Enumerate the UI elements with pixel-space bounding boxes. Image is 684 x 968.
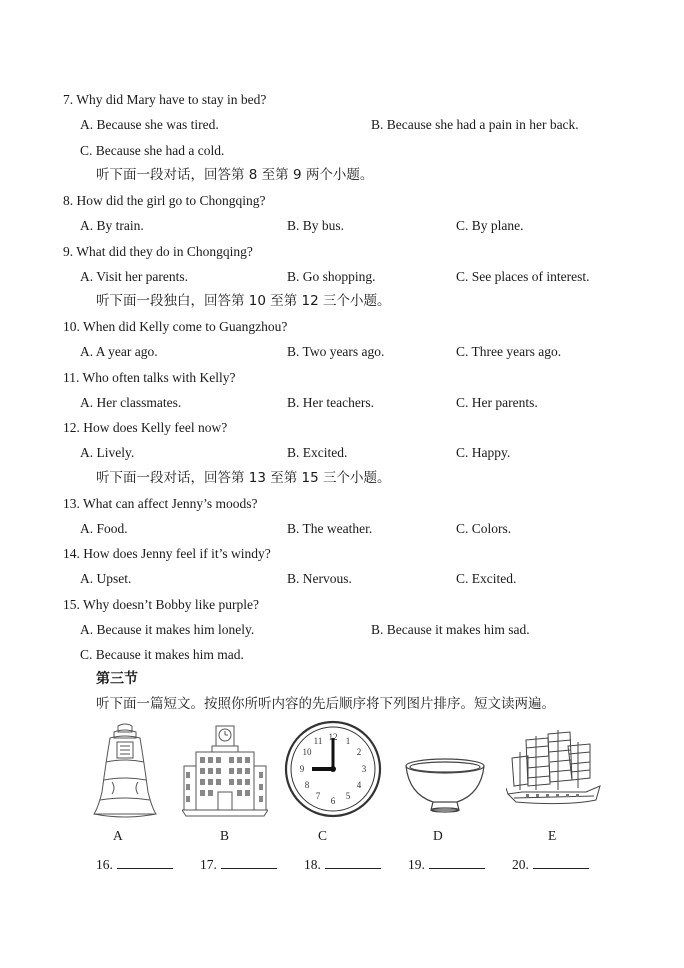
answer-blank-19[interactable] xyxy=(408,856,485,873)
clock-number-5: 5 xyxy=(345,791,351,801)
q14-option-c: C. Excited. xyxy=(456,571,517,586)
blank-line[interactable] xyxy=(221,856,277,869)
question-10: 10. When did Kelly come to Guangzhou? xyxy=(63,319,288,334)
section-3-instruction: 听下面一篇短文。按照你所听内容的先后顺序将下列图片排序。短文读两遍。 xyxy=(96,696,555,712)
clock-number-9: 9 xyxy=(299,764,305,774)
q8-option-a: A. By train. xyxy=(80,218,144,233)
q11-option-c: C. Her parents. xyxy=(456,395,538,410)
question-11: 11. Who often talks with Kelly? xyxy=(63,370,236,385)
building-icon xyxy=(182,722,268,822)
q8-option-c: C. By plane. xyxy=(456,218,524,233)
question-13: 13. What can affect Jenny’s moods? xyxy=(63,496,258,511)
clock-number-3: 3 xyxy=(361,764,367,774)
q14-option-b: B. Nervous. xyxy=(287,571,352,586)
blank-number: 18. xyxy=(304,857,321,872)
image-label-c: C xyxy=(318,828,328,843)
q7-option-b: B. Because she had a pain in her back. xyxy=(371,117,579,132)
blank-line[interactable] xyxy=(533,856,589,869)
instruction-q8-9: 听下面一段对话，回答第 8 至第 9 两个小题。 xyxy=(96,167,374,183)
question-8: 8. How did the girl go to Chongqing? xyxy=(63,193,266,208)
question-7: 7. Why did Mary have to stay in bed? xyxy=(63,92,267,107)
instruction-q13-15: 听下面一段对话，回答第 13 至第 15 三个小题。 xyxy=(96,470,391,486)
clock-number-8: 8 xyxy=(304,780,310,790)
question-14: 14. How does Jenny feel if it’s windy? xyxy=(63,546,271,561)
blank-line[interactable] xyxy=(325,856,381,869)
sailing-ship-icon xyxy=(506,728,602,820)
clock-number-1: 1 xyxy=(345,736,351,746)
clock-number-11: 11 xyxy=(313,736,323,746)
q10-option-b: B. Two years ago. xyxy=(287,344,385,359)
answer-blank-16[interactable] xyxy=(96,856,173,873)
blank-line[interactable] xyxy=(117,856,173,869)
bowl-icon xyxy=(403,756,487,816)
q10-option-c: C. Three years ago. xyxy=(456,344,562,359)
q13-option-c: C. Colors. xyxy=(456,521,512,536)
answer-blank-17[interactable] xyxy=(200,856,277,873)
q13-option-a: A. Food. xyxy=(80,521,128,536)
q11-option-a: A. Her classmates. xyxy=(80,395,182,410)
answer-blank-20[interactable] xyxy=(512,856,589,873)
q15-option-a: A. Because it makes him lonely. xyxy=(80,622,255,637)
clock-number-2: 2 xyxy=(356,747,362,757)
q15-option-b: B. Because it makes him sad. xyxy=(371,622,530,637)
q10-option-a: A. A year ago. xyxy=(80,344,158,359)
blank-number: 16. xyxy=(96,857,113,872)
q7-option-c: C. Because she had a cold. xyxy=(80,143,225,158)
q7-option-a: A. Because she was tired. xyxy=(80,117,219,132)
blank-number: 19. xyxy=(408,857,425,872)
blank-number: 20. xyxy=(512,857,529,872)
clock-number-12: 12 xyxy=(328,732,338,742)
clock-number-10: 10 xyxy=(302,747,312,757)
q8-option-b: B. By bus. xyxy=(287,218,345,233)
q12-option-b: B. Excited. xyxy=(287,445,348,460)
q9-option-c: C. See places of interest. xyxy=(456,269,590,284)
clock-number-6: 6 xyxy=(330,796,336,806)
q12-option-c: C. Happy. xyxy=(456,445,511,460)
clock-number-7: 7 xyxy=(315,791,321,801)
question-12: 12. How does Kelly feel now? xyxy=(63,420,228,435)
clock-icon xyxy=(284,718,382,820)
q15-option-c: C. Because it makes him mad. xyxy=(80,647,244,662)
q13-option-b: B. The weather. xyxy=(287,521,373,536)
bell-icon xyxy=(90,722,160,822)
blank-line[interactable] xyxy=(429,856,485,869)
image-label-b: B xyxy=(220,828,230,843)
image-label-a: A xyxy=(113,828,123,843)
q9-option-b: B. Go shopping. xyxy=(287,269,376,284)
clock-number-4: 4 xyxy=(356,780,362,790)
q9-option-a: A. Visit her parents. xyxy=(80,269,189,284)
q14-option-a: A. Upset. xyxy=(80,571,132,586)
question-9: 9. What did they do in Chongqing? xyxy=(63,244,253,259)
answer-blank-18[interactable] xyxy=(304,856,381,873)
image-label-e: E xyxy=(548,828,557,843)
instruction-q10-12: 听下面一段独白，回答第 10 至第 12 三个小题。 xyxy=(96,293,391,309)
image-label-d: D xyxy=(433,828,443,843)
blank-number: 17. xyxy=(200,857,217,872)
question-15: 15. Why doesn’t Bobby like purple? xyxy=(63,597,259,612)
q12-option-a: A. Lively. xyxy=(80,445,135,460)
section-3-title: 第三节 xyxy=(96,671,138,687)
q11-option-b: B. Her teachers. xyxy=(287,395,374,410)
